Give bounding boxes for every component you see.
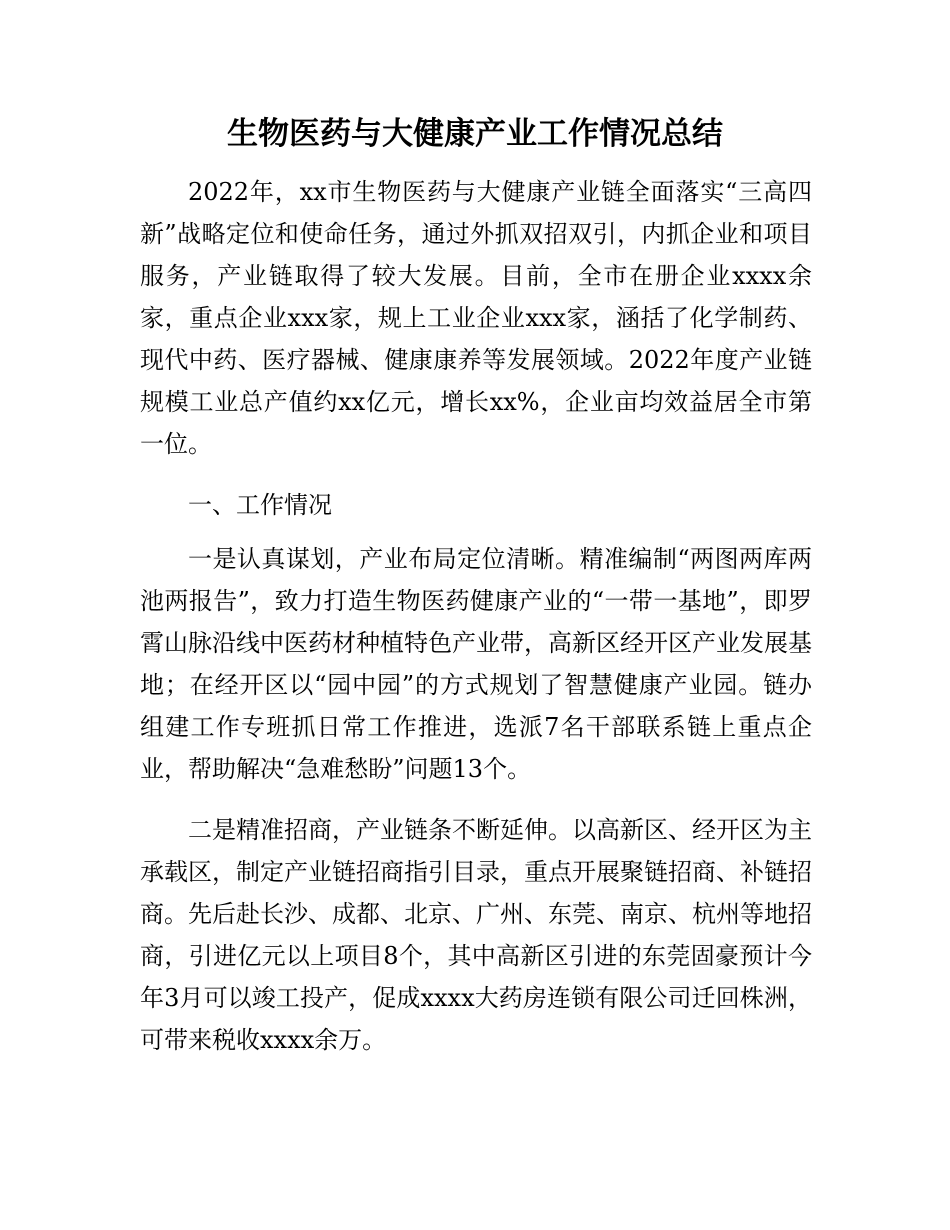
section-heading-work-status: 一、工作情况: [188, 491, 332, 519]
paragraph-investment: 二是精准招商，产业链条不断延伸。以高新区、经开区为主承载区，制定产业链招商指引目录，重点开展聚链招商、补链招商。先后赴长沙、成都、北京、广州、东莞、南京、杭州等地招商，引进亿元以上项目8个，其中高新区引进的东莞固豪预计今年3月可以竣工投产，促成xxxx大药房连锁有限公司迁回株洲，可带来税收xxxx余万。: [140, 816, 812, 1054]
intro-paragraph: 2022年，xx市生物医药与大健康产业链全面落实“三高四新”战略定位和使命任务，通过外抓双招双引，内抓企业和项目服务，产业链取得了较大发展。目前，全市在册企业xxxx余家，重点企业xxx家，规上工业企业xxx家，涵括了化学制药、现代中药、医疗器械、健康康养等发展领域。2022年度产业链规模工业总产值约xx亿元，增长xx%，企业亩均效益居全市第一位。: [140, 178, 812, 458]
document-title: 生物医药与大健康产业工作情况总结: [227, 116, 723, 152]
paragraph-planning: 一是认真谋划，产业布局定位清晰。精准编制“两图两库两池两报告”，致力打造生物医药健康产业的“一带一基地”，即罗霄山脉沿线中医药材种植特色产业带，高新区经开区产业发展基地；在经开区以“园中园”的方式规划了智慧健康产业园。链办组建工作专班抓日常工作推进，选派7名干部联系链上重点企业，帮助解决“急难愁盼”问题13个。: [140, 545, 812, 783]
